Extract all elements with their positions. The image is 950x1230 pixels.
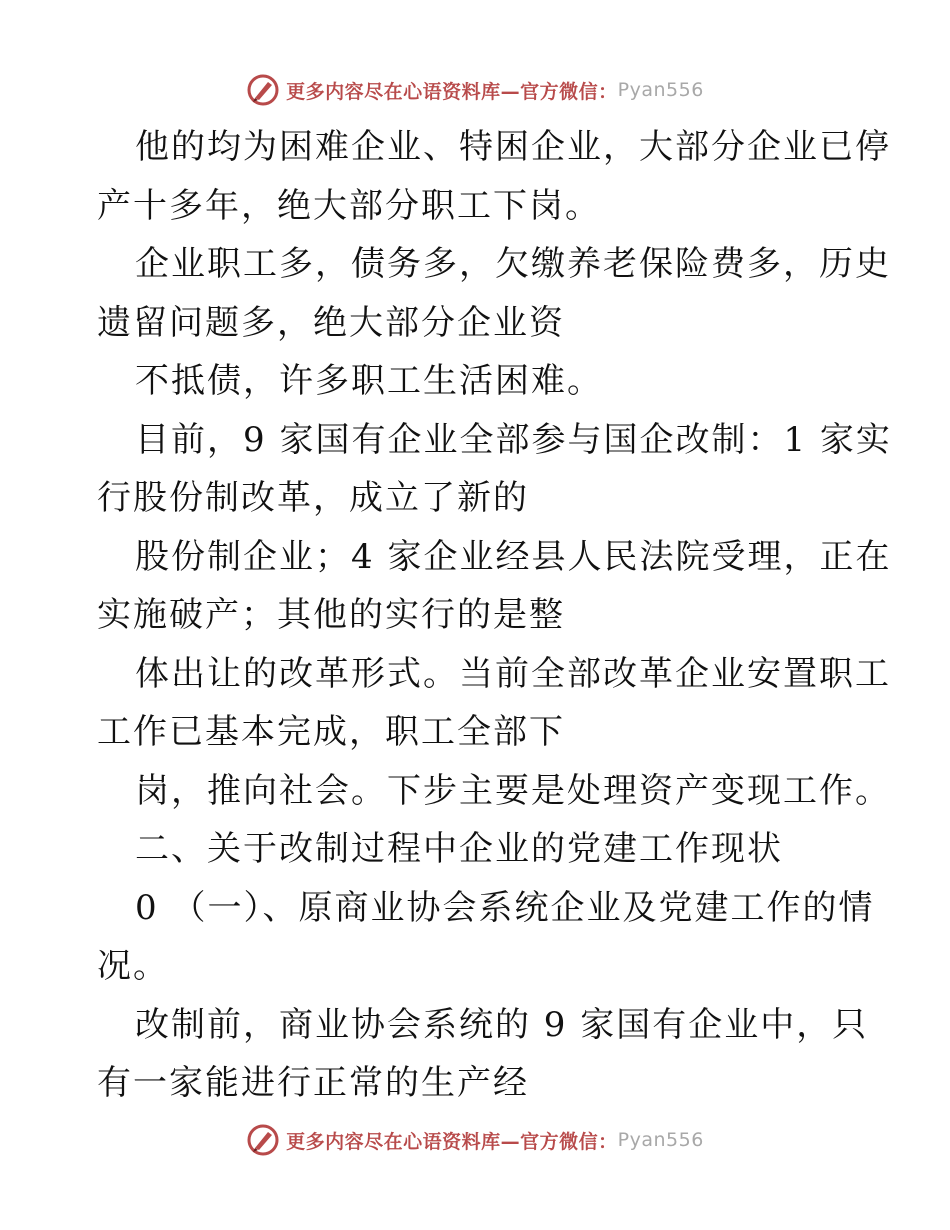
text-line: 不抵债，许多职工生活困难。	[135, 361, 603, 401]
pen-circle-logo-icon	[246, 73, 280, 107]
text-line: 0 （一）、原商业协会系统企业及党建工作的情	[135, 887, 875, 928]
text-line: 有一家能进行正常的生产经	[97, 1063, 529, 1103]
text-line: 股份制企业；4 家企业经县人民法院受理，正在	[135, 536, 892, 577]
text-line: 况。	[97, 946, 169, 986]
text-line: 遗留问题多，绝大部分企业资	[97, 302, 565, 343]
footer-watermark-text: 更多内容尽在心语资料库—官方微信：	[286, 1130, 618, 1153]
text-line: 体出让的改革形式。当前全部改革企业安置职工	[135, 653, 891, 694]
text-line: 实施破产；其他的实行的是整	[97, 595, 565, 635]
text-line: 行股份制改革，成立了新的	[97, 478, 529, 518]
text-line: 产十多年，绝大部分职工下岗。	[97, 185, 601, 226]
text-line: 企业职工多，债务多，欠缴养老保险费多，历史	[135, 244, 891, 284]
text-line: 岗，推向社会。下步主要是处理资产变现工作。	[135, 770, 891, 811]
header-watermark-text: 更多内容尽在心语资料库—官方微信：	[286, 80, 618, 103]
pen-circle-logo-icon	[246, 1123, 280, 1157]
text-line: 工作已基本完成，职工全部下	[97, 712, 565, 752]
header-watermark-brand: Pyan556	[617, 79, 704, 101]
text-line: 他的均为困难企业、特困企业，大部分企业已停	[135, 127, 891, 167]
header-watermark	[0, 70, 950, 110]
footer-watermark-brand: Pyan556	[617, 1129, 704, 1151]
text-line: 改制前，商业协会系统的 9 家国有企业中，只	[135, 1004, 869, 1045]
document-body	[97, 118, 892, 1113]
text-line: 目前，9 家国有企业全部参与国企改制：1 家实	[135, 419, 892, 460]
section-heading: 二、关于改制过程中企业的党建工作现状	[135, 829, 783, 869]
footer-watermark	[0, 1120, 950, 1160]
